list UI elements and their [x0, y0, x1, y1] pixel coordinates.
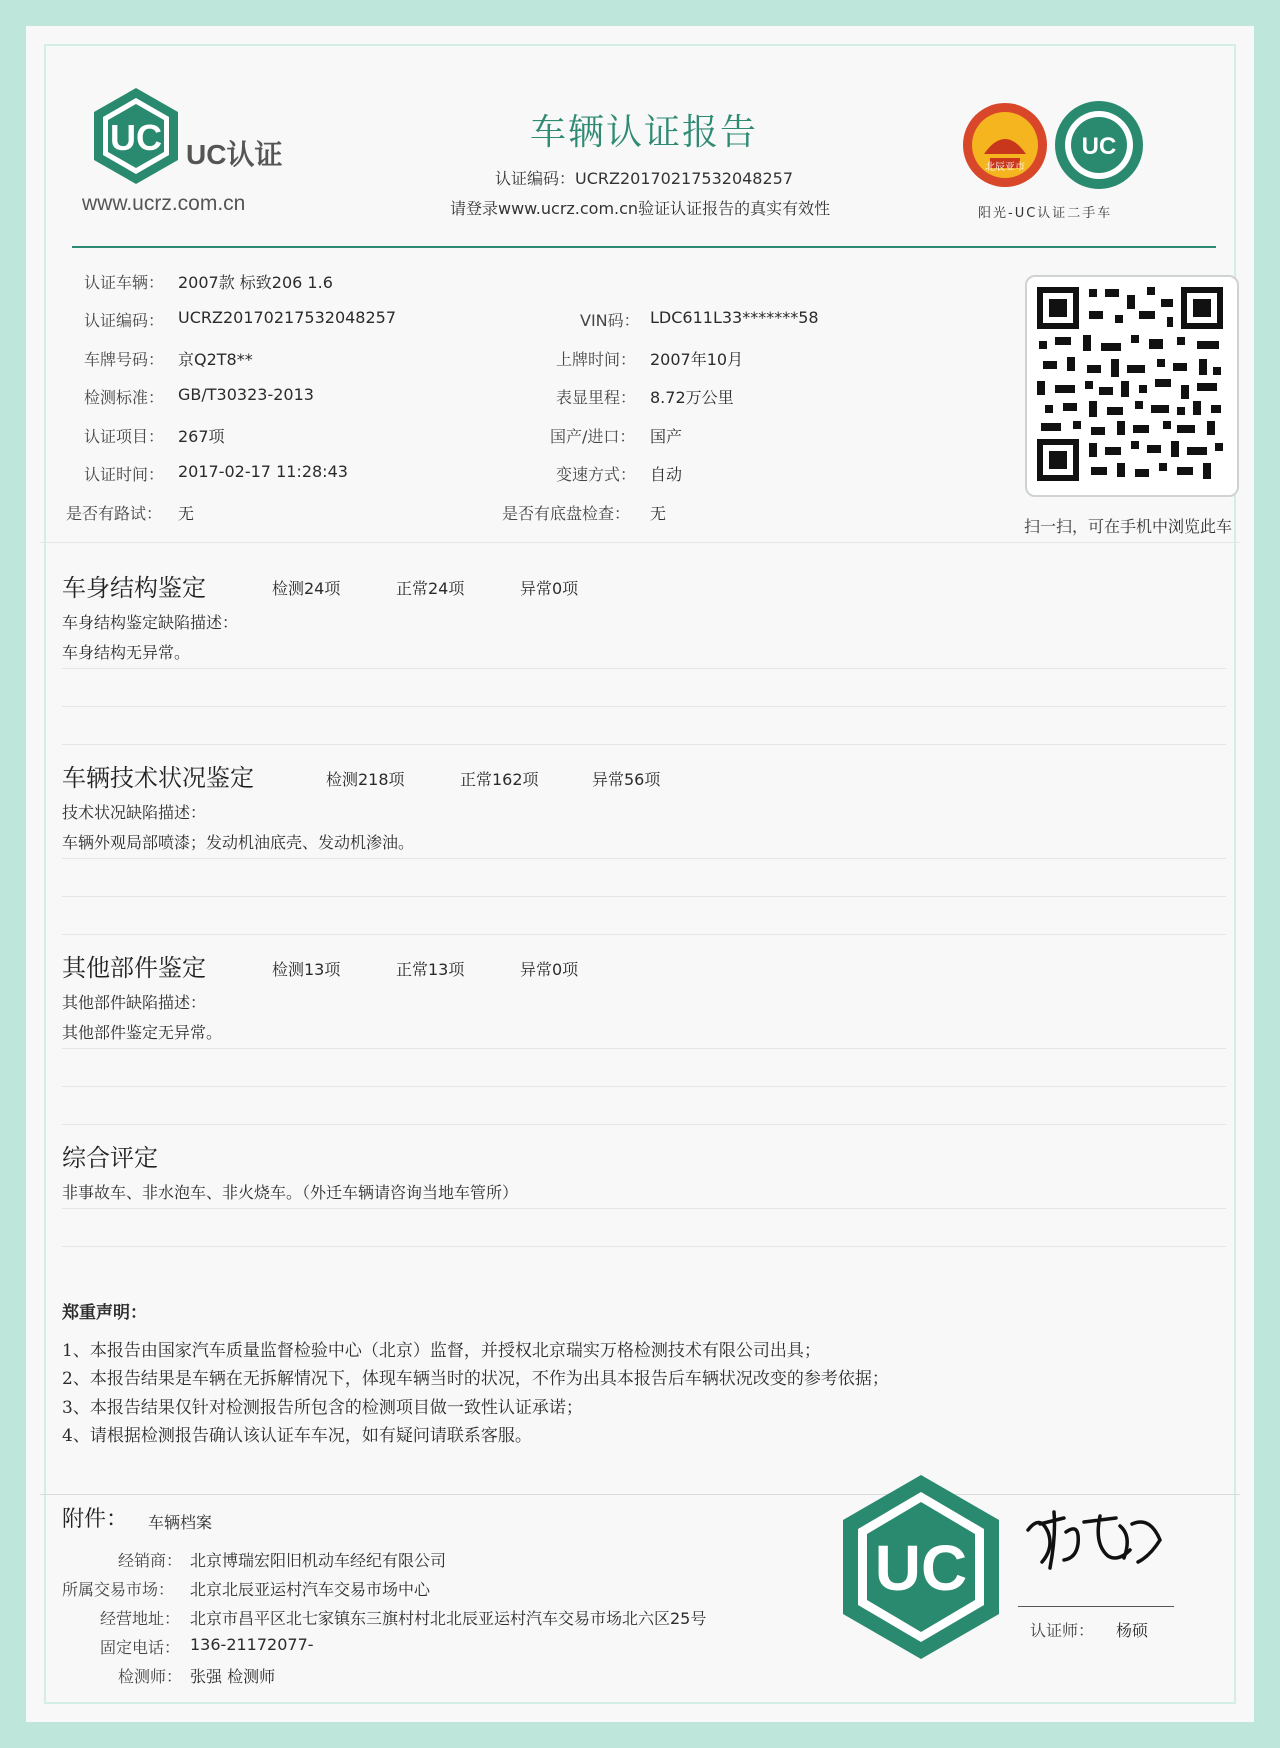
- rule: [62, 1208, 1226, 1209]
- rule: [62, 668, 1226, 669]
- rule: [62, 1246, 1226, 1247]
- other-desc-label: 其他部件缺陷描述：: [62, 993, 207, 1012]
- uc-seal: [1054, 100, 1144, 190]
- time-value: 2017-02-17 11:28:43: [178, 462, 348, 481]
- attachment-divider: [40, 1494, 1240, 1495]
- tech-desc: 车辆外观局部喷漆；发动机油底壳、发动机渗油。: [62, 833, 415, 852]
- body-abnormal: 异常0项: [520, 579, 579, 598]
- origin-label: 国产/进口：: [550, 427, 636, 446]
- code-label: 认证编码：: [84, 311, 165, 330]
- verify-line: 请登录www.ucrz.com.cn验证认证报告的真实有效性: [450, 199, 831, 218]
- code-value: UCRZ20170217532048257: [178, 308, 397, 327]
- qr-code[interactable]: [1025, 275, 1239, 497]
- rule: [62, 858, 1226, 859]
- road-value: 无: [178, 504, 195, 523]
- vin-label: VIN码：: [580, 311, 640, 330]
- other-desc: 其他部件鉴定无异常。: [62, 1023, 223, 1042]
- vin-value: LDC611L33*******58: [650, 308, 819, 327]
- std-value: GB/T30323-2013: [178, 385, 314, 404]
- sunshine-seal-icon: [962, 102, 1048, 188]
- market-value: 北京北辰亚运村汽车交易市场中心: [190, 1580, 431, 1599]
- body-normal: 正常24项: [396, 579, 465, 598]
- mileage-value: 8.72万公里: [650, 388, 734, 407]
- body-desc: 车身结构无异常。: [62, 643, 191, 662]
- svg-text:UC: UC: [874, 1532, 968, 1604]
- inspector-label: 检测师：: [118, 1667, 183, 1686]
- rule: [62, 1048, 1226, 1049]
- certifier-label: 认证师：: [1030, 1621, 1095, 1640]
- header-divider: [72, 246, 1216, 248]
- origin-value: 国产: [650, 427, 683, 446]
- uc-logo: [92, 86, 180, 186]
- tech-section-title: 车辆技术状况鉴定: [62, 764, 254, 792]
- chassis-label: 是否有底盘检查：: [502, 504, 631, 523]
- certifier-value: 杨硕: [1116, 1621, 1149, 1640]
- signature-line: [1018, 1606, 1174, 1607]
- reg-value: 2007年10月: [650, 350, 744, 369]
- mileage-label: 表显里程：: [556, 388, 637, 407]
- big-uc-hexagon-icon: [840, 1472, 1002, 1662]
- rule: [62, 744, 1226, 745]
- uc-seal-icon: [1054, 100, 1144, 190]
- big-uc-logo: [840, 1472, 1002, 1662]
- summary-section-title: 综合评定: [62, 1144, 158, 1172]
- body-section-title: 车身结构鉴定: [62, 574, 206, 602]
- svg-text:UC: UC: [110, 117, 162, 158]
- inspector-value: 张强 检测师: [190, 1667, 276, 1686]
- qr-caption: 扫一扫，可在手机中浏览此车: [1024, 517, 1233, 536]
- other-normal: 正常13项: [396, 960, 465, 979]
- market-label: 所属交易市场：: [62, 1580, 175, 1599]
- vehicle-value: 2007款 标致206 1.6: [178, 273, 333, 292]
- address-label: 经营地址：: [100, 1609, 181, 1628]
- rule: [62, 934, 1226, 935]
- declaration-item: 1、本报告由国家汽车质量监督检验中心（北京）监督，并授权北京瑞实万格检测技术有限公司出具；: [62, 1341, 821, 1361]
- declaration-item: 3、本报告结果仅针对检测报告所包含的检测项目做一致性认证承诺；: [62, 1398, 583, 1418]
- attachment-heading: 附件：: [62, 1507, 129, 1532]
- header-code-line: 认证编码：UCRZ20170217532048257: [495, 169, 794, 188]
- rule: [62, 706, 1226, 707]
- chassis-value: 无: [650, 504, 667, 523]
- other-section-title: 其他部件鉴定: [62, 954, 206, 982]
- phone-value: 136-21172077-: [190, 1635, 314, 1654]
- declaration-item: 2、本报告结果是车辆在无拆解情况下，体现车辆当时的状况，不作为出具本报告后车辆状况改变的参考依据；: [62, 1369, 889, 1389]
- reg-label: 上牌时间：: [556, 350, 637, 369]
- tech-checked: 检测218项: [326, 770, 405, 789]
- info-divider: [40, 542, 1240, 543]
- qr-code-icon: [1027, 277, 1233, 491]
- dealer-value: 北京博瑞宏阳旧机动车经纪有限公司: [190, 1551, 447, 1570]
- report-title: 车辆认证报告: [530, 112, 759, 153]
- website-link[interactable]: www.ucrz.com.cn: [82, 192, 246, 215]
- seal-bottom-text: 北辰亚市: [985, 162, 1025, 173]
- gear-label: 变速方式：: [556, 465, 637, 484]
- phone-label: 固定电话：: [100, 1638, 181, 1657]
- gear-value: 自动: [650, 465, 683, 484]
- logo-text: UC认证: [186, 139, 283, 170]
- sunshine-seal: [962, 102, 1048, 188]
- seal-caption: 阳光-UC认证二手车: [978, 206, 1113, 221]
- certifier-signature: [1020, 1496, 1170, 1576]
- tech-normal: 正常162项: [460, 770, 539, 789]
- dealer-label: 经销商：: [118, 1551, 183, 1570]
- items-value: 267项: [178, 427, 225, 446]
- body-checked: 检测24项: [272, 579, 341, 598]
- rule: [62, 896, 1226, 897]
- other-checked: 检测13项: [272, 960, 341, 979]
- attachment-subheading: 车辆档案: [148, 1513, 213, 1532]
- plate-value: 京Q2T8**: [178, 350, 253, 369]
- time-label: 认证时间：: [84, 465, 165, 484]
- tech-desc-label: 技术状况缺陷描述：: [62, 803, 207, 822]
- rule: [62, 1124, 1226, 1125]
- vehicle-label: 认证车辆：: [84, 273, 165, 292]
- other-abnormal: 异常0项: [520, 960, 579, 979]
- signature-icon: [1020, 1496, 1170, 1576]
- address-value: 北京市昌平区北七家镇东三旗村村北北辰亚运村汽车交易市场北六区25号: [190, 1609, 707, 1628]
- summary-desc: 非事故车、非水泡车、非火烧车。（外迁车辆请咨询当地车管所）: [62, 1183, 519, 1202]
- uc-hexagon-icon: [92, 86, 180, 186]
- std-label: 检测标准：: [84, 388, 165, 407]
- rule: [62, 1086, 1226, 1087]
- svg-text:UC: UC: [1081, 133, 1117, 160]
- road-label: 是否有路试：: [66, 504, 163, 523]
- items-label: 认证项目：: [84, 427, 165, 446]
- plate-label: 车牌号码：: [84, 350, 165, 369]
- tech-abnormal: 异常56项: [592, 770, 661, 789]
- declaration-item: 4、请根据检测报告确认该认证车车况，如有疑问请联系客服。: [62, 1426, 532, 1446]
- declaration-heading: 郑重声明：: [62, 1303, 147, 1323]
- body-desc-label: 车身结构鉴定缺陷描述：: [62, 613, 239, 632]
